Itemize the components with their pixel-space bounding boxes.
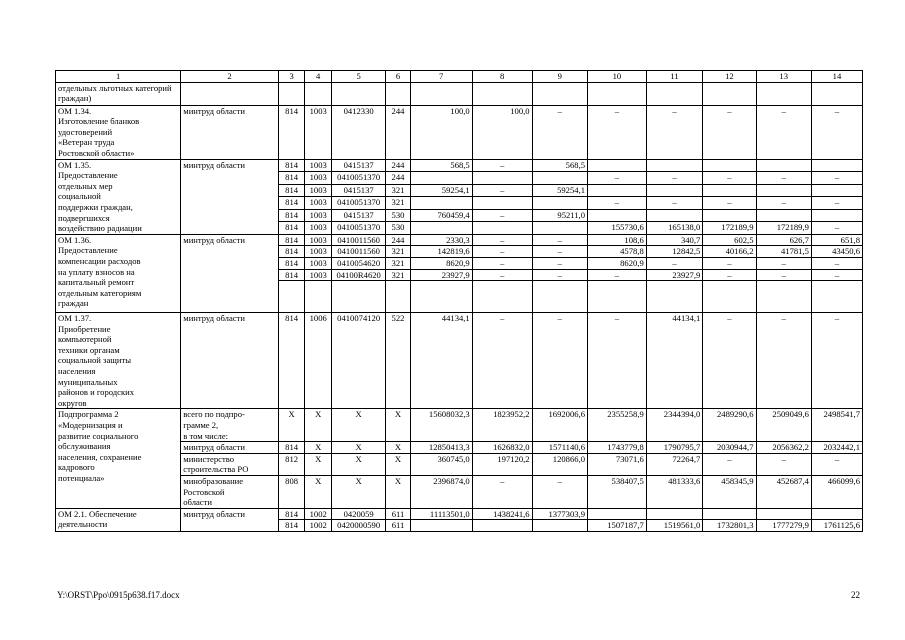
table-cell: 11113501,0 — [410, 508, 472, 520]
table-cell: 0410051370 — [331, 197, 385, 210]
table-row — [56, 409, 863, 442]
table-cell — [646, 184, 703, 197]
table-cell: 321 — [386, 246, 410, 258]
table-cell — [532, 281, 587, 313]
table-cell: – — [756, 269, 811, 281]
table-cell — [410, 172, 472, 185]
table-cell — [756, 184, 811, 197]
table-cell: – — [532, 105, 587, 159]
table-cell: – — [756, 453, 811, 475]
table-cell: 814 — [278, 246, 305, 258]
budget-table — [55, 70, 863, 532]
table-cell: Х — [386, 476, 410, 509]
table-cell: 244 — [386, 234, 410, 246]
table-cell — [756, 82, 811, 105]
table-cell — [588, 159, 647, 172]
table-cell: – — [472, 184, 532, 197]
table-cell: 360745,0 — [410, 453, 472, 475]
table-cell: 321 — [386, 184, 410, 197]
table-cell — [646, 82, 703, 105]
table-cell: 814 — [278, 197, 305, 210]
table-cell: – — [811, 197, 862, 210]
table-cell — [278, 281, 305, 313]
table-cell: 0420000590 — [331, 520, 385, 532]
table-cell: – — [646, 257, 703, 269]
table-cell: 0410074120 — [331, 313, 385, 409]
table-cell: – — [756, 313, 811, 409]
table-cell: 0420059 — [331, 508, 385, 520]
table-cell: 2344394,0 — [646, 409, 703, 442]
column-header: 6 — [386, 71, 410, 83]
table-cell: Х — [278, 409, 305, 442]
table-cell — [588, 508, 647, 520]
table-cell: 568,5 — [532, 159, 587, 172]
table-cell: 0410054620 — [331, 257, 385, 269]
table-cell: 814 — [278, 234, 305, 246]
page-number: 22 — [851, 590, 860, 600]
table-cell: 340,7 — [646, 234, 703, 246]
table-cell: – — [472, 313, 532, 409]
table-cell: 814 — [278, 257, 305, 269]
table-cell: 1002 — [305, 508, 332, 520]
column-header: 1 — [56, 71, 181, 83]
table-cell: 452687,4 — [756, 476, 811, 509]
table-cell: Х — [386, 442, 410, 454]
column-header: 2 — [181, 71, 279, 83]
table-cell: 458345,9 — [703, 476, 756, 509]
table-cell: – — [703, 105, 756, 159]
executor: минтруд области — [181, 159, 279, 234]
table-cell — [410, 222, 472, 235]
table-cell: 120866,0 — [532, 453, 587, 475]
table-cell: 1003 — [305, 184, 332, 197]
table-cell: 814 — [278, 222, 305, 235]
table-cell: – — [588, 172, 647, 185]
table-cell: 1003 — [305, 234, 332, 246]
table-cell — [703, 508, 756, 520]
table-cell: Х — [305, 476, 332, 509]
table-cell — [331, 82, 385, 105]
table-cell: – — [588, 105, 647, 159]
header-row — [56, 71, 863, 83]
table-cell: – — [532, 476, 587, 509]
table-cell: 73071,6 — [588, 453, 647, 475]
table-cell: – — [532, 246, 587, 258]
executor: министерство строительства РО — [181, 453, 279, 475]
table-cell: 651,8 — [811, 234, 862, 246]
table-cell — [811, 209, 862, 222]
table-cell: 1571140,6 — [532, 442, 587, 454]
table-cell — [588, 82, 647, 105]
table-cell — [532, 222, 587, 235]
table-cell: – — [811, 105, 862, 159]
table-cell — [278, 82, 305, 105]
table-row — [56, 508, 863, 520]
table-cell: 611 — [386, 520, 410, 532]
table-cell: – — [532, 269, 587, 281]
table-cell — [305, 281, 332, 313]
column-header: 5 — [331, 71, 385, 83]
table-cell: 1003 — [305, 209, 332, 222]
column-header: 9 — [532, 71, 587, 83]
table-cell: 72264,7 — [646, 453, 703, 475]
table-cell: 0415137 — [331, 209, 385, 222]
table-cell: – — [532, 313, 587, 409]
table-cell — [472, 82, 532, 105]
table-cell: 2330,3 — [410, 234, 472, 246]
table-cell — [811, 184, 862, 197]
column-header: 7 — [410, 71, 472, 83]
table-cell: – — [532, 257, 587, 269]
table-cell — [756, 508, 811, 520]
table-cell: – — [703, 172, 756, 185]
table-cell: 23927,9 — [410, 269, 472, 281]
table-cell — [472, 281, 532, 313]
table-cell: Х — [331, 453, 385, 475]
table-cell: – — [532, 234, 587, 246]
measure-name: Подпрограмма 2 «Модернизация и развитие социального обслуживания населения, сохранение кадрового потенциала» — [56, 409, 181, 508]
table-cell: – — [811, 269, 862, 281]
table-cell: – — [472, 269, 532, 281]
table-cell: 0410011560 — [331, 246, 385, 258]
table-cell: 1519561,0 — [646, 520, 703, 532]
table-cell: 244 — [386, 105, 410, 159]
table-cell: 814 — [278, 442, 305, 454]
table-cell: 100,0 — [472, 105, 532, 159]
table-cell — [646, 508, 703, 520]
table-cell — [811, 281, 862, 313]
table-cell: 165138,0 — [646, 222, 703, 235]
table-cell: Х — [305, 453, 332, 475]
table-cell: 142819,6 — [410, 246, 472, 258]
executor: минтруд области — [181, 234, 279, 312]
measure-name: ОМ 1.36. Предоставление компенсации расходов на уплату взносов на капитальный ремонт отдельным категориям граждан — [56, 234, 181, 312]
table-cell: 0415137 — [331, 184, 385, 197]
table-cell: 1003 — [305, 197, 332, 210]
table-cell: 814 — [278, 508, 305, 520]
table-cell: – — [703, 257, 756, 269]
table-cell: – — [472, 476, 532, 509]
table-cell: 1761125,6 — [811, 520, 862, 532]
table-cell: 43450,6 — [811, 246, 862, 258]
table-cell — [472, 172, 532, 185]
table-cell: 244 — [386, 159, 410, 172]
table-cell: – — [811, 313, 862, 409]
table-cell: 0415137 — [331, 159, 385, 172]
table-cell: – — [472, 234, 532, 246]
table-cell: 2396874,0 — [410, 476, 472, 509]
table-cell: 8620,9 — [588, 257, 647, 269]
table-cell: Х — [386, 453, 410, 475]
table-cell: 522 — [386, 313, 410, 409]
table-cell — [410, 281, 472, 313]
table-cell: 626,7 — [756, 234, 811, 246]
measure-name: ОМ 1.37. Приобретение компьютерной техники органам социальной защиты населения муниципальных районов и городских округов — [56, 313, 181, 409]
table-cell — [305, 82, 332, 105]
table-cell: – — [703, 269, 756, 281]
table-cell — [703, 209, 756, 222]
table-cell — [386, 281, 410, 313]
table-cell: 4578,8 — [588, 246, 647, 258]
table-cell: 1003 — [305, 257, 332, 269]
table-cell: 814 — [278, 209, 305, 222]
column-header: 3 — [278, 71, 305, 83]
table-cell: 1003 — [305, 105, 332, 159]
table-cell: 760459,4 — [410, 209, 472, 222]
column-header: 14 — [811, 71, 862, 83]
table-cell: – — [646, 172, 703, 185]
table-cell: 1790795,7 — [646, 442, 703, 454]
table-cell — [472, 520, 532, 532]
table-cell — [472, 197, 532, 210]
file-path: Y:\ORST\Ppo\0915p638.f17.docx — [57, 590, 180, 600]
table-cell: 466099,6 — [811, 476, 862, 509]
executor: минобразование Ростовской области — [181, 476, 279, 509]
table-cell: 814 — [278, 313, 305, 409]
table-row — [56, 234, 863, 246]
column-header: 11 — [646, 71, 703, 83]
table-cell: – — [588, 269, 647, 281]
table-cell: – — [472, 246, 532, 258]
table-cell: 1003 — [305, 172, 332, 185]
column-header: 13 — [756, 71, 811, 83]
table-cell: 538407,5 — [588, 476, 647, 509]
table-cell: – — [588, 313, 647, 409]
table-row — [56, 159, 863, 172]
table-cell: 0412330 — [331, 105, 385, 159]
table-cell — [646, 281, 703, 313]
table-cell — [811, 159, 862, 172]
table-row — [56, 105, 863, 159]
table-cell: – — [811, 453, 862, 475]
table-cell: 23927,9 — [646, 269, 703, 281]
table-cell: 41781,5 — [756, 246, 811, 258]
table-cell — [646, 209, 703, 222]
table-cell: Х — [331, 409, 385, 442]
table-cell — [703, 184, 756, 197]
table-cell: – — [811, 222, 862, 235]
table-cell: – — [646, 105, 703, 159]
table-cell: 172189,9 — [703, 222, 756, 235]
table-cell: 481333,6 — [646, 476, 703, 509]
column-header: 8 — [472, 71, 532, 83]
table-cell: 12842,5 — [646, 246, 703, 258]
table-cell: Х — [331, 442, 385, 454]
table-cell: 15608032,3 — [410, 409, 472, 442]
table-cell: 2355258,9 — [588, 409, 647, 442]
executor: минтруд области — [181, 105, 279, 159]
table-cell — [588, 281, 647, 313]
table-cell — [703, 82, 756, 105]
table-cell: 40166,2 — [703, 246, 756, 258]
table-cell: 2032442,1 — [811, 442, 862, 454]
table-cell — [703, 159, 756, 172]
table-cell: 321 — [386, 197, 410, 210]
table-cell: 1377303,9 — [532, 508, 587, 520]
table-cell: 814 — [278, 159, 305, 172]
table-cell — [472, 222, 532, 235]
executor: минтруд области — [181, 442, 279, 454]
table-cell — [331, 281, 385, 313]
table-cell: 321 — [386, 257, 410, 269]
table-cell — [756, 209, 811, 222]
table-cell: 814 — [278, 520, 305, 532]
table-cell: 59254,1 — [410, 184, 472, 197]
table-cell: – — [756, 197, 811, 210]
column-header: 10 — [588, 71, 647, 83]
table-cell: 611 — [386, 508, 410, 520]
table-cell: 2030944,7 — [703, 442, 756, 454]
table-cell — [410, 197, 472, 210]
table-cell: – — [756, 105, 811, 159]
table-row — [56, 313, 863, 409]
table-cell: 197120,2 — [472, 453, 532, 475]
table-cell: 1743779,8 — [588, 442, 647, 454]
table-cell: 108,6 — [588, 234, 647, 246]
column-header: 4 — [305, 71, 332, 83]
table-cell: 8620,9 — [410, 257, 472, 269]
table-cell: 155730,6 — [588, 222, 647, 235]
table-cell: 1438241,6 — [472, 508, 532, 520]
column-header: 12 — [703, 71, 756, 83]
table-cell: 1692006,6 — [532, 409, 587, 442]
table-cell: – — [703, 453, 756, 475]
table-cell: 814 — [278, 269, 305, 281]
table-cell: 814 — [278, 184, 305, 197]
table-cell: 95211,0 — [532, 209, 587, 222]
table-cell: 04100R4620 — [331, 269, 385, 281]
table-cell: – — [703, 313, 756, 409]
table-cell — [386, 82, 410, 105]
measure-name: отдельных льготных категорий граждан) — [56, 82, 181, 105]
table-cell: 0410051370 — [331, 222, 385, 235]
table-cell: 59254,1 — [532, 184, 587, 197]
table-cell: 2056362,2 — [756, 442, 811, 454]
table-cell: 530 — [386, 222, 410, 235]
table-cell — [588, 184, 647, 197]
table-cell: 1823952,2 — [472, 409, 532, 442]
table-cell: 812 — [278, 453, 305, 475]
table-cell — [532, 172, 587, 185]
table-cell — [756, 281, 811, 313]
table-cell: 1003 — [305, 159, 332, 172]
table-cell: Х — [305, 409, 332, 442]
table-cell: 1003 — [305, 222, 332, 235]
table-cell: 321 — [386, 269, 410, 281]
table-cell: 1626832,0 — [472, 442, 532, 454]
table-cell — [811, 82, 862, 105]
table-cell: 1507187,7 — [588, 520, 647, 532]
table-row — [56, 82, 863, 105]
table-cell: – — [756, 172, 811, 185]
executor: минтруд области — [181, 508, 279, 531]
table-cell: 1006 — [305, 313, 332, 409]
table-cell: 808 — [278, 476, 305, 509]
measure-name: ОМ 1.34. Изготовление бланков удостоверений «Ветеран труда Ростовской области» — [56, 105, 181, 159]
table-cell — [646, 159, 703, 172]
table-cell: 814 — [278, 172, 305, 185]
table-cell — [181, 82, 279, 105]
table-cell — [756, 159, 811, 172]
table-cell: 2498541,7 — [811, 409, 862, 442]
table-cell: – — [811, 257, 862, 269]
table-cell: 0410051370 — [331, 172, 385, 185]
table-cell: 602,5 — [703, 234, 756, 246]
table-cell: 12850413,3 — [410, 442, 472, 454]
table-cell: – — [646, 197, 703, 210]
table-cell: 2509049,6 — [756, 409, 811, 442]
table-cell: 44134,1 — [646, 313, 703, 409]
table-cell: 44134,1 — [410, 313, 472, 409]
table-cell — [811, 508, 862, 520]
table-cell: 1003 — [305, 269, 332, 281]
table-cell: 2489290,6 — [703, 409, 756, 442]
table-cell: 1777279,9 — [756, 520, 811, 532]
executor: минтруд области — [181, 313, 279, 409]
table-cell — [410, 520, 472, 532]
table-cell — [532, 520, 587, 532]
table-cell: 1003 — [305, 246, 332, 258]
table-cell: 1002 — [305, 520, 332, 532]
table-cell — [532, 82, 587, 105]
executor: всего по подпро- грамме 2, в том числе: — [181, 409, 279, 442]
table-cell: 814 — [278, 105, 305, 159]
table-cell — [703, 281, 756, 313]
table-cell: 0410011560 — [331, 234, 385, 246]
table-cell: – — [756, 257, 811, 269]
measure-name: ОМ 1.35. Предоставление отдельных мер социальной поддержки граждан, подвергшихся воздействию радиации — [56, 159, 181, 234]
table-cell: – — [472, 159, 532, 172]
table-cell: 172189,9 — [756, 222, 811, 235]
table-cell: 568,5 — [410, 159, 472, 172]
table-cell: – — [472, 257, 532, 269]
table-cell — [410, 82, 472, 105]
table-cell: 530 — [386, 209, 410, 222]
table-cell — [588, 209, 647, 222]
measure-name: ОМ 2.1. Обеспечение деятельности — [56, 508, 181, 531]
table-cell: Х — [331, 476, 385, 509]
table-cell: – — [588, 197, 647, 210]
table-cell — [532, 197, 587, 210]
table-cell: – — [472, 209, 532, 222]
table-cell: 1732801,3 — [703, 520, 756, 532]
table-cell: 100,0 — [410, 105, 472, 159]
table-cell: Х — [305, 442, 332, 454]
table-cell: – — [811, 172, 862, 185]
table-cell: 244 — [386, 172, 410, 185]
table-cell: Х — [386, 409, 410, 442]
table-cell: – — [703, 197, 756, 210]
